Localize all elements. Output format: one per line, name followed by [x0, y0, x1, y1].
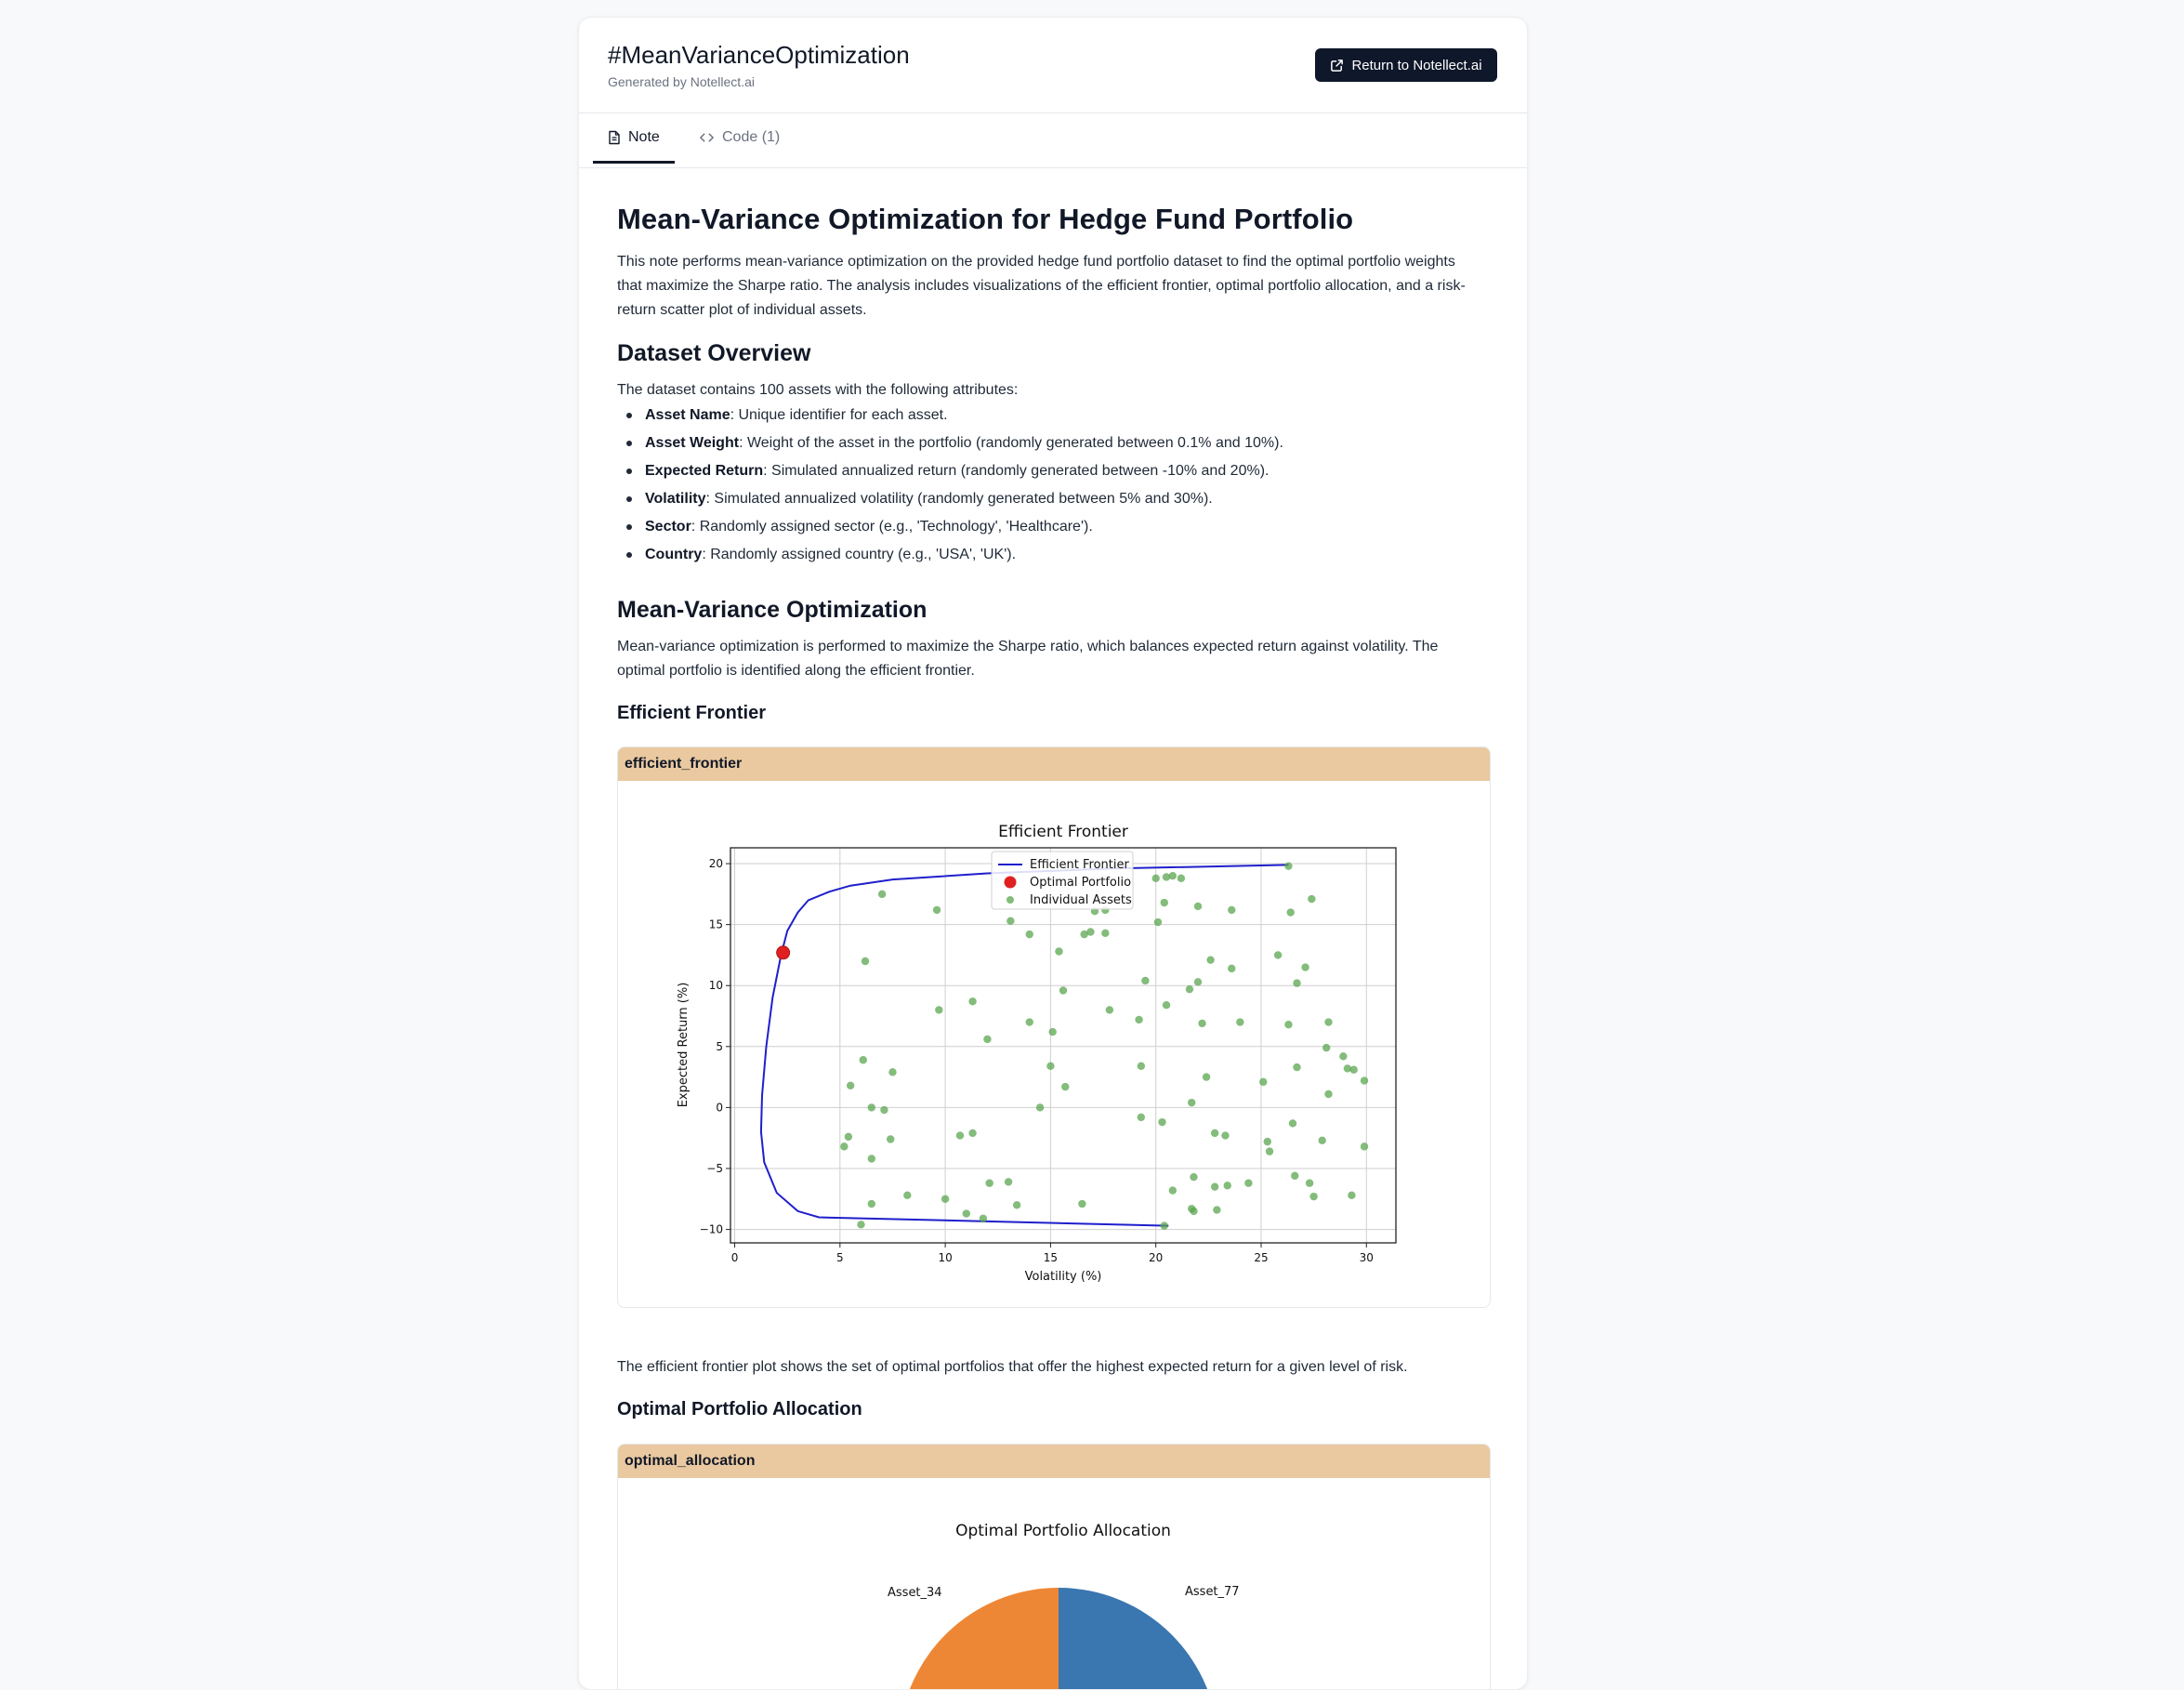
efficient-frontier-figure — [617, 746, 1491, 1308]
chart-legend — [992, 852, 1133, 909]
asset-point — [1138, 1114, 1145, 1121]
asset-point — [1203, 1073, 1210, 1080]
page-subtitle: Generated by Notellect.ai — [608, 74, 755, 89]
return-button-label: Return to Notellect.ai — [1351, 57, 1482, 73]
list-item: Country: Randomly assigned country (e.g., 'USA', 'UK'). — [645, 541, 1283, 569]
asset-point — [1006, 918, 1014, 925]
intro-line-1: This note performs mean-variance optimization on the provided hedge fund portfolio dataset to find the optimal portfolio weights — [617, 254, 1455, 270]
asset-point — [1349, 1066, 1357, 1074]
asset-point — [1169, 872, 1177, 879]
mvo-heading: Mean-Variance Optimization — [617, 597, 928, 623]
tab-code-label: Code (1) — [722, 129, 781, 145]
asset-point — [888, 1068, 896, 1076]
tab-bar — [579, 113, 1527, 168]
asset-point — [1194, 978, 1202, 985]
pie-slice-asset-34 — [908, 1588, 1059, 1690]
asset-point — [1151, 875, 1159, 882]
asset-point — [1211, 1129, 1218, 1137]
asset-point — [887, 1135, 894, 1142]
x-tick-label: 10 — [938, 1251, 953, 1264]
optimal-allocation-figure-label: optimal_allocation — [618, 1445, 1490, 1478]
y-tick-label: 10 — [708, 979, 723, 993]
asset-point — [1221, 1131, 1229, 1139]
asset-point — [847, 1082, 854, 1089]
allocation-heading: Optimal Portfolio Allocation — [617, 1399, 862, 1419]
document-icon — [608, 130, 621, 145]
asset-point — [1324, 1018, 1332, 1025]
asset-point — [1055, 947, 1062, 955]
asset-point — [1086, 928, 1094, 935]
asset-point — [963, 1209, 970, 1217]
legend-optimal-swatch — [1005, 877, 1017, 889]
asset-point — [1293, 1063, 1300, 1071]
asset-point — [968, 1129, 976, 1137]
asset-point — [1287, 908, 1295, 916]
asset-point — [1266, 1147, 1273, 1155]
tab-note[interactable] — [593, 113, 675, 164]
y-axis-label: Expected Return (%) — [677, 982, 691, 1108]
asset-point — [1061, 1083, 1069, 1090]
asset-point — [903, 1192, 911, 1199]
asset-point — [1259, 1078, 1267, 1086]
y-tick-label: 15 — [708, 918, 723, 931]
intro-line-3: return scatter plot of individual assets. — [617, 302, 867, 318]
asset-point — [1178, 875, 1185, 882]
tab-code[interactable] — [684, 113, 795, 162]
page-header — [579, 18, 1527, 113]
asset-point — [1211, 1182, 1218, 1190]
asset-point — [1213, 1206, 1220, 1213]
asset-point — [845, 1133, 852, 1141]
legend-frontier-label: Efficient Frontier — [1030, 858, 1129, 872]
asset-point — [968, 997, 976, 1005]
asset-point — [1005, 1178, 1012, 1185]
list-item: Asset Name: Unique identifier for each asset. — [645, 402, 1283, 429]
asset-point — [862, 957, 869, 965]
asset-point — [1361, 1142, 1368, 1150]
list-item: Sector: Randomly assigned sector (e.g., 'Technology', 'Healthcare'). — [645, 513, 1283, 541]
efficient-frontier-heading: Efficient Frontier — [617, 703, 767, 723]
pie-title: Optimal Portfolio Allocation — [955, 1522, 1171, 1540]
intro-line-2: that maximize the Sharpe ratio. The analysis includes visualizations of the efficient frontier, optimal portfolio allocation, and a risk- — [617, 278, 1466, 294]
attribute-list — [645, 402, 1283, 569]
asset-point — [1013, 1201, 1020, 1208]
dataset-text: The dataset contains 100 assets with the following attributes: — [617, 382, 1019, 398]
asset-point — [878, 891, 886, 898]
asset-point — [1206, 956, 1214, 963]
legend-optimal-label: Optimal Portfolio — [1030, 876, 1132, 890]
x-tick-label: 20 — [1149, 1251, 1164, 1264]
asset-point — [1169, 1186, 1177, 1194]
dataset-heading: Dataset Overview — [617, 340, 811, 366]
asset-point — [1339, 1052, 1347, 1060]
y-tick-label: 20 — [708, 857, 723, 871]
asset-point — [980, 1215, 987, 1222]
asset-point — [1224, 1182, 1231, 1189]
page-title: #MeanVarianceOptimization — [608, 41, 910, 69]
mvo-line-2: optimal portfolio is identified along the efficient frontier. — [617, 663, 975, 679]
asset-point — [1078, 1200, 1085, 1208]
tab-note-label: Note — [628, 128, 660, 145]
legend-assets-swatch — [1006, 896, 1014, 904]
asset-point — [1274, 951, 1282, 958]
asset-point — [1101, 930, 1109, 937]
asset-point — [860, 1056, 867, 1063]
asset-point — [1036, 1103, 1044, 1111]
asset-point — [1138, 1063, 1145, 1070]
asset-point — [880, 1106, 888, 1114]
asset-point — [1046, 1063, 1054, 1070]
asset-point — [1289, 1119, 1296, 1127]
y-tick-label: −10 — [699, 1222, 723, 1236]
x-axis-label: Volatility (%) — [1024, 1270, 1102, 1284]
asset-point — [1190, 1208, 1197, 1215]
return-to-notellect-button[interactable] — [1315, 48, 1497, 82]
asset-point — [868, 1200, 875, 1208]
asset-point — [1324, 1090, 1332, 1098]
x-tick-label: 30 — [1359, 1251, 1374, 1264]
efficient-frontier-figure-label: efficient_frontier — [618, 747, 1490, 781]
asset-point — [840, 1142, 848, 1150]
chart-title: Efficient Frontier — [998, 823, 1128, 841]
asset-point — [1244, 1180, 1252, 1187]
asset-point — [1308, 895, 1315, 903]
asset-point — [1322, 1044, 1330, 1051]
asset-point — [985, 1180, 993, 1187]
asset-point — [1154, 918, 1162, 926]
asset-point — [1293, 979, 1300, 986]
asset-point — [1141, 977, 1149, 984]
efficient-frontier-caption: The efficient frontier plot shows the set of optimal portfolios that offer the highest expected return for a given level of risk. — [617, 1359, 1408, 1375]
pie-label-asset-34: Asset_34 — [888, 1586, 942, 1600]
list-item: Asset Weight: Weight of the asset in the portfolio (randomly generated between 0.1% and 10%). — [645, 429, 1283, 457]
asset-point — [1284, 862, 1292, 869]
x-tick-label: 15 — [1043, 1251, 1059, 1264]
asset-point — [1106, 1006, 1113, 1013]
list-item: Volatility: Simulated annualized volatility (randomly generated between 5% and 30%). — [645, 485, 1283, 513]
asset-point — [1361, 1076, 1368, 1084]
asset-point — [1301, 963, 1309, 970]
asset-point — [1264, 1138, 1271, 1145]
pie-slice-asset-77 — [1059, 1588, 1218, 1690]
x-tick-label: 25 — [1254, 1251, 1269, 1264]
asset-point — [1228, 965, 1235, 972]
asset-point — [1228, 906, 1235, 914]
asset-point — [1161, 899, 1168, 906]
optimal-allocation-figure — [617, 1444, 1491, 1690]
asset-point — [857, 1221, 864, 1228]
y-tick-label: −5 — [706, 1161, 723, 1175]
asset-point — [1059, 986, 1067, 994]
note-card — [578, 17, 1528, 1690]
asset-point — [1194, 903, 1202, 910]
code-icon — [699, 131, 715, 144]
asset-point — [1318, 1137, 1325, 1144]
asset-point — [1026, 931, 1033, 938]
chart-ticks — [700, 857, 1374, 1264]
asset-point — [1198, 1020, 1205, 1027]
asset-point — [868, 1103, 875, 1111]
x-tick-label: 5 — [836, 1251, 844, 1264]
asset-point — [941, 1195, 949, 1203]
asset-point — [1236, 1018, 1243, 1025]
y-tick-label: 0 — [716, 1101, 723, 1115]
asset-point — [983, 1036, 991, 1043]
asset-point — [1163, 1001, 1170, 1009]
efficient-frontier-chart — [618, 781, 1490, 1307]
mvo-line-1: Mean-variance optimization is performed to maximize the Sharpe ratio, which balances expected return against volatility. The — [617, 639, 1439, 654]
individual-assets-series — [840, 862, 1368, 1229]
external-link-icon — [1330, 59, 1344, 73]
asset-point — [1158, 1118, 1165, 1126]
asset-point — [1161, 1221, 1168, 1229]
y-tick-label: 5 — [716, 1039, 723, 1053]
legend-assets-label: Individual Assets — [1030, 893, 1132, 907]
asset-point — [1291, 1172, 1298, 1180]
asset-point — [1309, 1193, 1317, 1200]
asset-point — [933, 906, 941, 914]
asset-point — [935, 1006, 942, 1013]
asset-point — [1186, 985, 1193, 993]
asset-point — [1306, 1180, 1313, 1187]
asset-point — [868, 1155, 875, 1162]
asset-point — [1026, 1018, 1033, 1025]
asset-point — [1348, 1192, 1355, 1199]
note-title: Mean-Variance Optimization for Hedge Fund Portfolio — [617, 203, 1354, 235]
asset-point — [956, 1131, 964, 1139]
asset-point — [1190, 1173, 1197, 1181]
asset-point — [1284, 1021, 1292, 1028]
asset-point — [1048, 1028, 1056, 1036]
optimal-portfolio-point — [777, 946, 790, 959]
list-item: Expected Return: Simulated annualized return (randomly generated between -10% and 20%). — [645, 457, 1283, 485]
x-tick-label: 0 — [730, 1251, 739, 1264]
pie-label-asset-77: Asset_77 — [1185, 1585, 1240, 1599]
asset-point — [1135, 1016, 1142, 1023]
asset-point — [1188, 1099, 1195, 1106]
